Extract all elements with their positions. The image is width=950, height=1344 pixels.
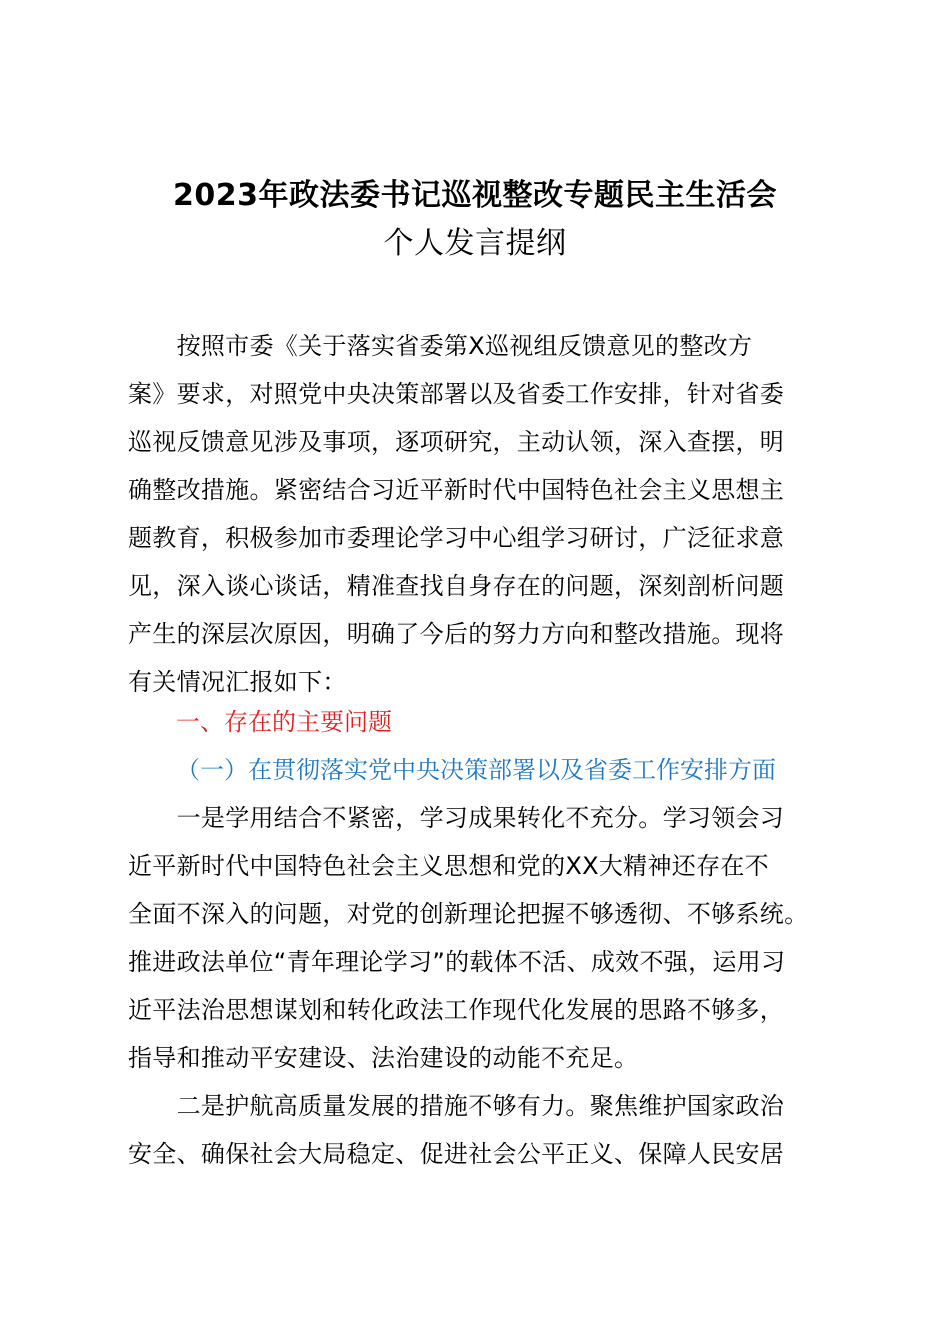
document-title-line2: 个人发言提纲 bbox=[383, 226, 567, 261]
text-line: 近平法治思想谋划和转化政法工作现代化发展的思路不够多， bbox=[128, 996, 785, 1024]
intro-paragraph bbox=[128, 322, 838, 706]
problem-one-paragraph bbox=[128, 794, 838, 1082]
subsection-heading-implementation: （一）在贯彻落实党中央决策部署以及省委工作安排方面 bbox=[176, 756, 776, 784]
text-line: 二是护航高质量发展的措施不够有力。聚焦维护国家政治 bbox=[128, 1092, 785, 1120]
text-line: 产生的深层次原因，明确了今后的努力方向和整改措施。现将 bbox=[128, 620, 785, 648]
text-line: 确整改措施。紧密结合习近平新时代中国特色社会主义思想主 bbox=[128, 476, 785, 504]
text-line: 题教育，积极参加市委理论学习中心组学习研讨，广泛征求意 bbox=[128, 524, 785, 552]
document-title-line1: 2023年政法委书记巡视整改专题民主生活会 bbox=[173, 178, 777, 213]
text-line: 见，深入谈心谈话，精准查找自身存在的问题，深刻剖析问题 bbox=[128, 572, 785, 600]
text-line: 推进政法单位“青年理论学习”的载体不活、成效不强，运用习 bbox=[128, 948, 786, 976]
text-line: 巡视反馈意见涉及事项，逐项研究，主动认领，深入查摆，明 bbox=[128, 428, 785, 456]
text-line: 近平新时代中国特色社会主义思想和党的XX大精神还存在不 bbox=[128, 852, 769, 880]
text-line: 指导和推动平安建设、法治建设的动能不充足。 bbox=[128, 1044, 639, 1072]
text-line: 一是学用结合不紧密，学习成果转化不充分。学习领会习 bbox=[128, 804, 785, 832]
section-heading-main-problems: 一、存在的主要问题 bbox=[176, 708, 392, 736]
text-line: 按照市委《关于落实省委第X巡视组反馈意见的整改方 bbox=[128, 332, 753, 360]
text-line: 案》要求，对照党中央决策部署以及省委工作安排，针对省委 bbox=[128, 380, 785, 408]
text-line: 全面不深入的问题，对党的创新理论把握不够透彻、不够系统。 bbox=[128, 900, 809, 928]
problem-two-paragraph bbox=[128, 1082, 838, 1178]
text-line: 安全、确保社会大局稳定、促进社会公平正义、保障人民安居 bbox=[128, 1140, 785, 1168]
text-line: 有关情况汇报如下： bbox=[128, 668, 347, 696]
